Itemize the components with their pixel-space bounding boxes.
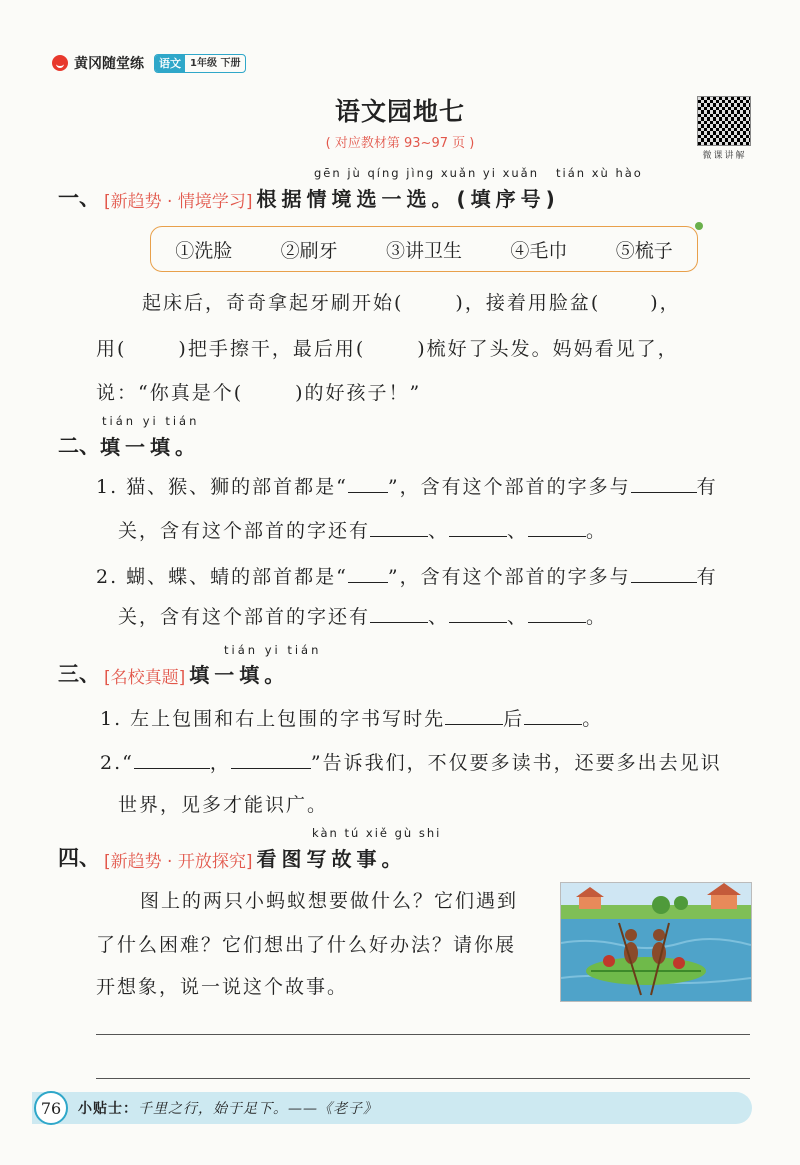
s1-pinyin-b: tián xù hào [556,166,643,180]
answer-blank[interactable] [528,603,586,623]
text: 说：“你真是个( [96,382,244,404]
ant-boat-illustration [561,883,751,1001]
text: 有 [696,476,718,498]
writing-line[interactable] [96,1034,750,1035]
answer-blank[interactable] [370,517,428,537]
s1-pinyin: gēn jù qíng jìng xuǎn yi xuǎn [314,166,540,180]
section-tag-text: 新趋势 · 情境学习 [110,192,246,212]
subject-tag [154,54,246,73]
text: 2. 蝴、蝶、蜻的部首都是“ [96,566,348,588]
answer-blank[interactable] [403,290,455,309]
text: 、 [428,606,450,628]
page-number: 76 [34,1091,68,1125]
section-3-heading [58,658,289,688]
writing-line[interactable] [96,1078,750,1079]
answer-blank[interactable] [134,749,210,769]
subject-label: 语文 [155,55,185,72]
text: 关，含有这个部首的字还有 [118,520,371,542]
text: 。 [586,520,608,542]
answer-blank[interactable] [370,603,428,623]
section-tag: [新趋势 · 情境学习] [104,192,253,212]
answer-blank[interactable] [600,290,650,309]
s2-q2-line-1 [96,562,718,589]
s3-pinyin: tián yi tián [224,643,322,657]
text: ”，含有这个部首的字多与 [387,566,631,588]
ant-story-picture [560,882,752,1002]
section-title: 填一填。 [100,435,200,459]
s3-q2-line-2: 世界，见多才能识广。 [118,794,329,816]
text: )的好孩子！” [295,382,422,404]
section-title: 根据情境选一选。(填序号) [256,187,560,211]
text: ， [209,752,231,774]
answer-blank[interactable] [524,705,582,725]
footer-bar [32,1092,752,1124]
brand-name: 黄冈随堂练 [74,56,144,72]
s4-paragraph-line-3: 开想象，说一说这个故事。 [96,976,349,998]
section-tag: [名校真题] [104,668,186,688]
text: )， [650,292,681,314]
answer-blank[interactable] [243,380,295,399]
section-number: 三、 [58,661,100,686]
answer-blank[interactable] [528,517,586,537]
text: )，接着用脸盆( [455,292,601,314]
section-tag-text: 名校真题 [110,668,179,688]
answer-blank[interactable] [631,563,697,583]
page-subtitle: ( 对应教材第 93~97 页 ) [325,136,475,151]
s1-paragraph-line-2 [96,334,679,361]
s2-q1-line-2 [118,516,607,543]
text: )梳好了头发。妈妈看见了， [417,338,679,360]
qr-code-icon [697,96,751,146]
text: 后 [503,708,525,730]
s4-paragraph-line-1: 图上的两只小蚂蚁想要做什么？它们遇到 [140,890,519,912]
text: ”，含有这个部首的字多与 [387,476,631,498]
qr-code[interactable] [697,96,752,161]
section-2-heading [58,430,200,460]
text: 用( [96,338,127,360]
s2-q1-line-1 [96,472,718,499]
s3-q2-line-1 [100,748,722,775]
section-number: 四、 [58,845,100,870]
answer-blank[interactable] [445,705,503,725]
answer-blank[interactable] [631,473,697,493]
text: 起床后，奇奇拿起牙刷开始( [142,292,404,314]
answer-blank[interactable] [348,563,388,583]
s4-paragraph-line-2: 了什么困难？它们想出了什么好办法？请你展 [96,934,517,956]
option-item: ①洗脸 [175,239,233,262]
s2-q2-line-2 [118,602,607,629]
s3-q1 [100,704,603,731]
option-box [150,226,698,272]
answer-blank[interactable] [449,517,507,537]
s2-pinyin: tián yi tián [102,414,200,428]
text: 、 [507,606,529,628]
tip-text: 千里之行，始于足下。——《老子》 [138,1101,378,1117]
text: 1. 左上包围和右上包围的字书写时先 [100,708,446,730]
text: 、 [428,520,450,542]
section-number: 二、 [58,433,100,458]
text: 、 [507,520,529,542]
s4-pinyin: kàn tú xiě gù shi [312,826,442,840]
brand-logo-icon [52,55,68,71]
page-title: 语文园地七 [334,97,465,126]
text: 有 [696,566,718,588]
section-title: 填一填。 [189,663,290,687]
text: 。 [586,606,608,628]
answer-blank[interactable] [126,336,178,355]
text: )把手擦干，最后用( [178,338,366,360]
text: 2.“ [100,752,134,774]
answer-blank[interactable] [449,603,507,623]
section-number: 一、 [58,185,100,210]
option-item: ④毛巾 [510,239,568,262]
brand [52,52,246,74]
text: 1. 猫、猴、狮的部首都是“ [96,476,348,498]
section-4-heading [58,842,407,872]
s1-paragraph-line-1 [142,288,681,315]
tip [78,1098,378,1118]
option-item: ⑤梳子 [615,239,673,262]
section-tag: [新趋势 · 开放探究] [104,852,253,872]
option-item: ③讲卫生 [385,239,462,262]
text: 。 [582,708,604,730]
answer-blank[interactable] [231,749,311,769]
qr-label: 微课讲解 [702,151,747,161]
section-1-heading [58,182,560,212]
section-tag-text: 新趋势 · 开放探究 [110,852,246,872]
text: 关，含有这个部首的字还有 [118,606,371,628]
tip-label: 小贴士： [78,1101,138,1117]
section-title: 看图写故事。 [256,847,407,871]
option-item: ②刷牙 [280,239,338,262]
answer-blank[interactable] [348,473,388,493]
grade-label: 1年级 下册 [190,57,241,69]
answer-blank[interactable] [365,336,417,355]
s1-paragraph-line-3 [96,378,421,405]
text: ”告诉我们，不仅要多读书，还要多出去见识 [310,752,722,774]
